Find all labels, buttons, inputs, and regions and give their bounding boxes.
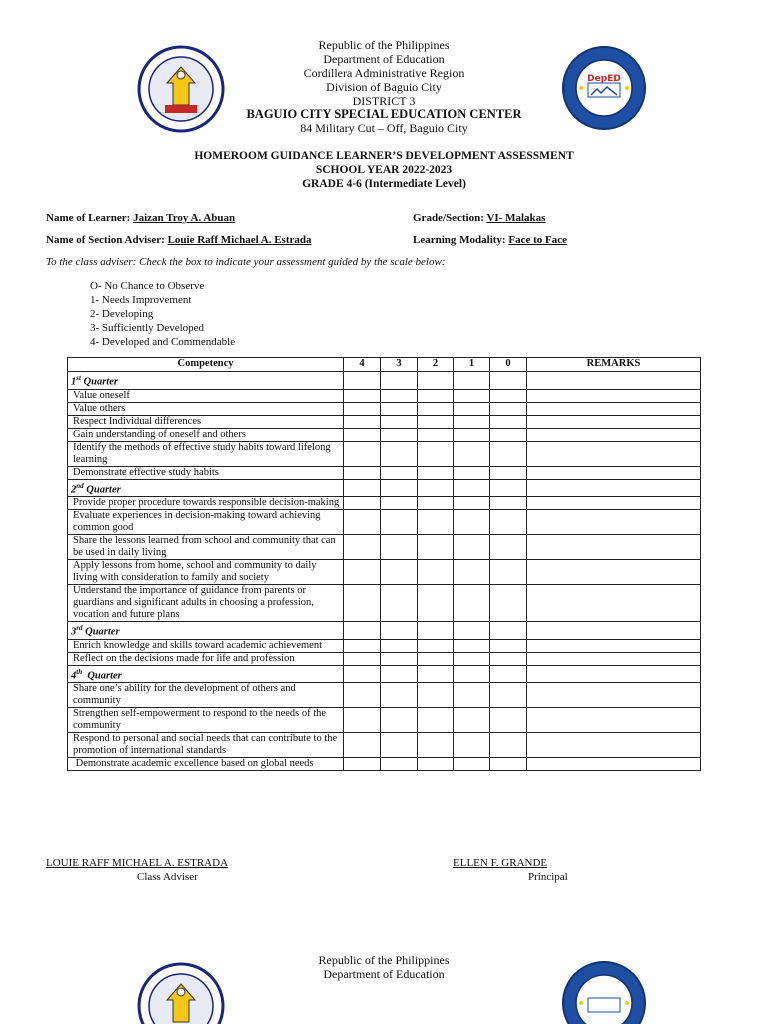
grade-value: VI- Malakas: [486, 212, 546, 224]
quarter-label: 1st Quarter: [68, 372, 344, 390]
rating-checkbox-3[interactable]: [381, 428, 418, 441]
modality-value: Face to Face: [508, 234, 567, 246]
rating-checkbox-3[interactable]: [381, 535, 418, 560]
quarter-empty-cell: [381, 665, 418, 683]
remarks-cell[interactable]: [527, 560, 701, 585]
quarter-empty-cell: [418, 665, 454, 683]
footer-department: Department of Education: [323, 967, 445, 981]
rating-checkbox-2[interactable]: [418, 510, 454, 535]
rating-checkbox-0[interactable]: [490, 389, 527, 402]
instruction-text: To the class adviser: Check the box to indicate your assessment guided by the scale below:: [46, 256, 446, 268]
rating-checkbox-0[interactable]: [490, 441, 527, 466]
rating-checkbox-0[interactable]: [490, 733, 527, 758]
adviser-value: Louie Raff Michael A. Estrada: [167, 234, 312, 246]
modality-field: [413, 234, 567, 246]
remarks-cell[interactable]: [527, 535, 701, 560]
competency-text: Value oneself: [68, 389, 344, 402]
rating-checkbox-2[interactable]: [418, 466, 454, 479]
rating-checkbox-1[interactable]: [454, 428, 490, 441]
competency-text: Share the lessons learned from school and community that can be used in daily living: [68, 535, 344, 560]
competency-text: Share one’s ability for the development of others and community: [68, 683, 344, 708]
competency-text: Reflect on the decisions made for life and profession: [68, 652, 344, 665]
remarks-cell[interactable]: [527, 415, 701, 428]
remarks-cell[interactable]: [527, 389, 701, 402]
form-title: HOMEROOM GUIDANCE LEARNER’S DEVELOPMENT ASSESSMENT: [194, 150, 574, 162]
rating-checkbox-2[interactable]: [418, 560, 454, 585]
learner-value: Jaizan Troy A. Abuan: [133, 212, 236, 224]
rating-checkbox-4[interactable]: [344, 497, 381, 510]
competency-text: Gain understanding of oneself and others: [68, 428, 344, 441]
rating-checkbox-0[interactable]: [490, 708, 527, 733]
rating-checkbox-1[interactable]: [454, 733, 490, 758]
quarter-empty-cell: [418, 479, 454, 497]
table-header-row: [68, 358, 701, 372]
quarter-row: [68, 665, 701, 683]
rating-checkbox-2[interactable]: [418, 415, 454, 428]
remarks-cell[interactable]: [527, 585, 701, 622]
quarter-empty-cell: [344, 479, 381, 497]
adviser-field: [46, 234, 312, 246]
rating-checkbox-2[interactable]: [418, 652, 454, 665]
remarks-cell[interactable]: [527, 733, 701, 758]
quarter-empty-cell: [344, 665, 381, 683]
rating-checkbox-3[interactable]: [381, 466, 418, 479]
rating-checkbox-4[interactable]: [344, 560, 381, 585]
rating-checkbox-3[interactable]: [381, 441, 418, 466]
competency-row: [68, 758, 701, 771]
quarter-empty-cell: [490, 665, 527, 683]
rating-checkbox-0[interactable]: [490, 510, 527, 535]
quarter-empty-cell: [454, 479, 490, 497]
rating-checkbox-1[interactable]: [454, 683, 490, 708]
header-rating-1: 1: [454, 358, 490, 372]
rating-checkbox-4[interactable]: [344, 639, 381, 652]
rating-checkbox-3[interactable]: [381, 652, 418, 665]
quarter-empty-cell: [454, 622, 490, 640]
quarter-empty-cell: [527, 665, 701, 683]
remarks-cell[interactable]: [527, 758, 701, 771]
scale-item: 3- Sufficiently Developed: [90, 322, 205, 334]
rating-checkbox-4[interactable]: [344, 683, 381, 708]
rating-checkbox-2[interactable]: [418, 389, 454, 402]
rating-checkbox-3[interactable]: [381, 402, 418, 415]
rating-checkbox-2[interactable]: [418, 708, 454, 733]
school-name: BAGUIO CITY SPECIAL EDUCATION CENTER: [246, 107, 522, 121]
rating-checkbox-3[interactable]: [381, 733, 418, 758]
rating-checkbox-3[interactable]: [381, 389, 418, 402]
rating-checkbox-2[interactable]: [418, 758, 454, 771]
scale-item: 2- Developing: [90, 308, 154, 320]
rating-checkbox-0[interactable]: [490, 585, 527, 622]
competency-row: [68, 428, 701, 441]
sped-center-logo-page2: [561, 960, 647, 1024]
rating-checkbox-1[interactable]: [454, 758, 490, 771]
competency-row: [68, 683, 701, 708]
adviser-label: Name of Section Adviser:: [46, 234, 165, 246]
rating-checkbox-2[interactable]: [418, 733, 454, 758]
scale-item: 4- Developed and Commendable: [90, 336, 236, 348]
rating-checkbox-0[interactable]: [490, 535, 527, 560]
rating-checkbox-3[interactable]: [381, 708, 418, 733]
header-republic: Republic of the Philippines: [318, 38, 450, 52]
quarter-empty-cell: [527, 622, 701, 640]
header-remarks: REMARKS: [527, 358, 701, 372]
competency-row: [68, 402, 701, 415]
grade-section-field: [413, 212, 545, 224]
remarks-cell[interactable]: [527, 497, 701, 510]
rating-checkbox-3[interactable]: [381, 510, 418, 535]
rating-checkbox-0[interactable]: [490, 497, 527, 510]
competency-text: Respond to personal and social needs that can contribute to the promotion of international standards: [68, 733, 344, 758]
rating-checkbox-4[interactable]: [344, 466, 381, 479]
quarter-label: 2nd Quarter: [68, 479, 344, 497]
rating-checkbox-3[interactable]: [381, 639, 418, 652]
competency-row: [68, 389, 701, 402]
rating-checkbox-4[interactable]: [344, 415, 381, 428]
competency-text: Evaluate experiences in decision-making toward achieving common good: [68, 510, 344, 535]
competency-text: Demonstrate effective study habits: [68, 466, 344, 479]
header-region: Cordillera Administrative Region: [303, 66, 465, 80]
header-district: DISTRICT 3: [352, 94, 416, 108]
quarter-empty-cell: [381, 622, 418, 640]
rating-checkbox-4[interactable]: [344, 733, 381, 758]
rating-checkbox-4[interactable]: [344, 758, 381, 771]
competency-row: [68, 585, 701, 622]
rating-checkbox-2[interactable]: [418, 441, 454, 466]
quarter-empty-cell: [490, 372, 527, 390]
rating-checkbox-1[interactable]: [454, 402, 490, 415]
rating-checkbox-1[interactable]: [454, 535, 490, 560]
quarter-empty-cell: [418, 372, 454, 390]
rating-checkbox-4[interactable]: [344, 389, 381, 402]
competency-text: Provide proper procedure towards responsible decision-making: [68, 497, 344, 510]
rating-checkbox-0[interactable]: [490, 402, 527, 415]
competency-row: [68, 560, 701, 585]
competency-text: Apply lessons from home, school and community to daily living with consideration to family and society: [68, 560, 344, 585]
rating-checkbox-4[interactable]: [344, 428, 381, 441]
header-rating-2: 2: [418, 358, 454, 372]
rating-checkbox-1[interactable]: [454, 639, 490, 652]
rating-checkbox-1[interactable]: [454, 389, 490, 402]
rating-checkbox-1[interactable]: [454, 585, 490, 622]
remarks-cell[interactable]: [527, 441, 701, 466]
principal-signature-role: Principal: [528, 871, 568, 883]
quarter-empty-cell: [344, 622, 381, 640]
competency-row: [68, 639, 701, 652]
rating-checkbox-0[interactable]: [490, 415, 527, 428]
remarks-cell[interactable]: [527, 639, 701, 652]
competency-row: [68, 535, 701, 560]
footer-republic: Republic of the Philippines: [318, 953, 450, 967]
rating-checkbox-2[interactable]: [418, 535, 454, 560]
rating-checkbox-3[interactable]: [381, 497, 418, 510]
school-year: SCHOOL YEAR 2022-2023: [315, 164, 453, 176]
deped-seal-logo-page2: [137, 962, 225, 1024]
rating-checkbox-3[interactable]: [381, 585, 418, 622]
header-rating-0: 0: [490, 358, 527, 372]
competency-text: Demonstrate academic excellence based on global needs: [68, 758, 344, 771]
competency-row: [68, 733, 701, 758]
scale-item: 1- Needs Improvement: [90, 294, 192, 306]
rating-checkbox-4[interactable]: [344, 652, 381, 665]
quarter-empty-cell: [454, 372, 490, 390]
competency-text: Enrich knowledge and skills toward academic achievement: [68, 639, 344, 652]
rating-checkbox-1[interactable]: [454, 415, 490, 428]
rating-checkbox-2[interactable]: [418, 585, 454, 622]
rating-checkbox-0[interactable]: [490, 466, 527, 479]
quarter-empty-cell: [454, 665, 490, 683]
quarter-row: [68, 622, 701, 640]
quarter-row: [68, 372, 701, 390]
learner-field: [46, 212, 235, 224]
rating-checkbox-2[interactable]: [418, 683, 454, 708]
remarks-cell[interactable]: [527, 510, 701, 535]
remarks-cell[interactable]: [527, 652, 701, 665]
competency-row: [68, 441, 701, 466]
competency-row: [68, 652, 701, 665]
remarks-cell[interactable]: [527, 683, 701, 708]
adviser-signature-role: Class Adviser: [137, 871, 198, 883]
rating-checkbox-0[interactable]: [490, 652, 527, 665]
competency-text: Strengthen self-empowerment to respond to the needs of the community: [68, 708, 344, 733]
competency-table: [67, 357, 701, 771]
rating-checkbox-0[interactable]: [490, 428, 527, 441]
rating-checkbox-2[interactable]: [418, 497, 454, 510]
rating-checkbox-0[interactable]: [490, 560, 527, 585]
rating-checkbox-3[interactable]: [381, 560, 418, 585]
deped-logo-text: DepED: [587, 74, 621, 84]
rating-checkbox-1[interactable]: [454, 708, 490, 733]
adviser-signature-name: LOUIE RAFF MICHAEL A. ESTRADA: [46, 857, 229, 869]
competency-text: Respect Individual differences: [68, 415, 344, 428]
header-division: Division of Baguio City: [326, 80, 442, 94]
competency-text: Identify the methods of effective study habits toward lifelong learning: [68, 441, 344, 466]
grade-level: GRADE 4-6 (Intermediate Level): [302, 178, 466, 190]
rating-checkbox-4[interactable]: [344, 441, 381, 466]
competency-text: Value others: [68, 402, 344, 415]
rating-checkbox-1[interactable]: [454, 441, 490, 466]
scale-item: O- No Chance to Observe: [90, 280, 205, 292]
rating-checkbox-4[interactable]: [344, 510, 381, 535]
header-rating-4: 4: [344, 358, 381, 372]
competency-row: [68, 497, 701, 510]
quarter-empty-cell: [527, 372, 701, 390]
quarter-empty-cell: [381, 479, 418, 497]
rating-checkbox-0[interactable]: [490, 639, 527, 652]
competency-row: [68, 466, 701, 479]
remarks-cell[interactable]: [527, 708, 701, 733]
competency-text: Understand the importance of guidance from parents or guardians and significant adults in choosing a profession, vocation and future plans: [68, 585, 344, 622]
quarter-row: [68, 479, 701, 497]
rating-checkbox-1[interactable]: [454, 652, 490, 665]
rating-checkbox-1[interactable]: [454, 510, 490, 535]
learner-label: Name of Learner:: [46, 212, 131, 224]
header-rating-3: 3: [381, 358, 418, 372]
quarter-empty-cell: [527, 479, 701, 497]
rating-checkbox-4[interactable]: [344, 402, 381, 415]
rating-checkbox-0[interactable]: [490, 758, 527, 771]
rating-checkbox-3[interactable]: [381, 415, 418, 428]
rating-checkbox-2[interactable]: [418, 639, 454, 652]
rating-checkbox-3[interactable]: [381, 758, 418, 771]
quarter-empty-cell: [344, 372, 381, 390]
quarter-empty-cell: [418, 622, 454, 640]
rating-checkbox-3[interactable]: [381, 683, 418, 708]
quarter-label: 4th Quarter: [68, 665, 344, 683]
quarter-empty-cell: [381, 372, 418, 390]
rating-scale-list: [90, 279, 235, 349]
rating-checkbox-4[interactable]: [344, 585, 381, 622]
competency-row: [68, 708, 701, 733]
rating-checkbox-1[interactable]: [454, 560, 490, 585]
quarter-empty-cell: [490, 479, 527, 497]
rating-checkbox-2[interactable]: [418, 428, 454, 441]
rating-checkbox-0[interactable]: [490, 683, 527, 708]
rating-checkbox-1[interactable]: [454, 497, 490, 510]
remarks-cell[interactable]: [527, 428, 701, 441]
remarks-cell[interactable]: [527, 402, 701, 415]
quarter-empty-cell: [490, 622, 527, 640]
rating-checkbox-2[interactable]: [418, 402, 454, 415]
rating-checkbox-4[interactable]: [344, 708, 381, 733]
remarks-cell[interactable]: [527, 466, 701, 479]
header-competency: Competency: [68, 358, 344, 372]
rating-checkbox-4[interactable]: [344, 535, 381, 560]
modality-label: Learning Modality:: [413, 234, 506, 246]
competency-row: [68, 510, 701, 535]
principal-signature-name: ELLEN F. GRANDE: [453, 857, 548, 869]
header-department: Department of Education: [323, 52, 445, 66]
competency-row: [68, 415, 701, 428]
quarter-label: 3rd Quarter: [68, 622, 344, 640]
school-address: 84 Military Cut – Off, Baguio City: [300, 121, 468, 135]
grade-label: Grade/Section:: [413, 212, 484, 224]
rating-checkbox-1[interactable]: [454, 466, 490, 479]
